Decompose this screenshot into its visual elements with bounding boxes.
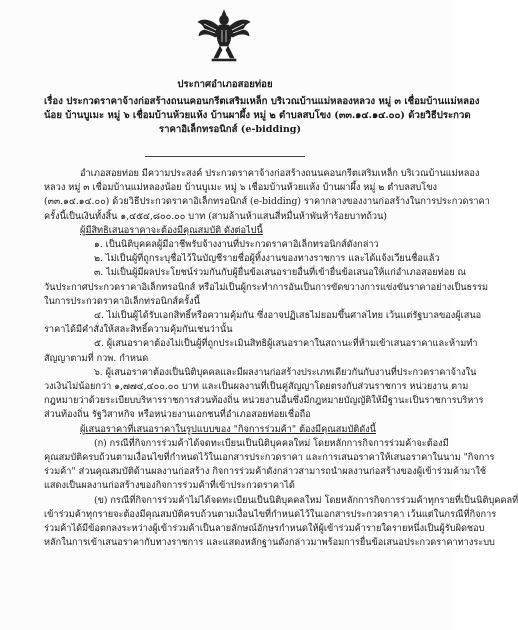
eligibility-item-cont: ส่วนท้องถิ่น รัฐวิสาหกิจ หรือหน่วยงานเอกชนที่อำเภอสอยท่อยเชื่อถือ bbox=[44, 409, 311, 421]
paragraph-line: (๓๓.๑๔.๑๔.๐๐) ด้วยวิธีประกวดราคาอิเล็กทรอนิกส์ (e-bidding) ราคากลางของงานก่อสร้างในการประกวดราคา bbox=[44, 196, 490, 208]
joint-venture-clause-cont: คุณสมบัติครบถ้วนตามเงื่อนไขที่กำหนดไว้ในเอกสารประกวดราคา และการเสนอราคาให้เสนอราคาในนาม "กิจการ bbox=[44, 452, 495, 464]
eligibility-item-cont: สัญญาตามที่ กวพ. กำหนด bbox=[44, 352, 149, 364]
joint-venture-clause: (ก) กรณีที่กิจการร่วมค้าได้จดทะเบียนเป็นนิติบุคคลใหม่ โดยหลักการกิจการร่วมค้าจะต้องมี bbox=[94, 437, 449, 449]
paragraph-line: ครั้งนี้เป็นเงินทั้งสิ้น ๑,๔๕๔,๘๐๐.๐๐ บาท (สามล้านห้าแสนสี่หมื่นห้าพันห้าร้อยบาทถ้วน) bbox=[44, 210, 387, 222]
subject-block bbox=[44, 95, 480, 137]
joint-venture-clause-cont: หลักในการเข้าเสนอราคากับทางราชการ และแสดงหลักฐานดังกล่าวมาพร้อมการยื่นข้อเสนอประกวดราคาทางระบบ bbox=[44, 537, 495, 549]
eligibility-item: ๒. ไม่เป็นผู้ที่ถูกระบุชื่อไว้ในบัญชีรายชื่อผู้ทิ้งงานของทางราชการ และได้แจ้งเวียนชื่อแล้ว bbox=[94, 253, 440, 265]
eligibility-item: ๔. ไม่เป็นผู้ได้รับเอกสิทธิ์หรือความคุ้มกัน ซึ่งอาจปฏิเสธไม่ยอมขึ้นศาลไทย เว้นแต่รัฐบาลของผู้เสนอ bbox=[94, 310, 482, 322]
eligibility-item: ๖. ผู้เสนอราคาต้องเป็นนิติบุคคลและมีผลงานก่อสร้างประเภทเดียวกันกับงานที่ประกวดราคาจ้างใน bbox=[94, 366, 477, 378]
joint-venture-heading: ผู้เสนอราคาที่เสนอราคาในรูปแบบของ "กิจการร่วมค้า" ต้องมีคุณสมบัติดังนี้ bbox=[80, 423, 376, 435]
eligibility-item-cont: วันประกาศประกวดราคาอิเล็กทรอนิกส์ หรือไม่เป็นผู้กระทำการอันเป็นการขัดขวางการแข่งขันราคาอย่างเป็นธรรม bbox=[44, 281, 489, 293]
eligibility-item: ๑. เป็นนิติบุคคลผู้มีอาชีพรับจ้างงานที่ประกวดราคาอิเล็กทรอนิกส์ดังกล่าว bbox=[94, 239, 379, 251]
garuda-emblem-icon bbox=[196, 6, 252, 64]
subject-line: น้อย บ้านบูเมะ หมู่ ๖ เชื่อมบ้านห้วยแห้ง บ้านผาผึ้ง หมู่ ๒ ตำบลสบโขง (๓๓.๑๔.๑๔.๐๐) ด้วยวิธีประกวด bbox=[44, 110, 471, 121]
divider bbox=[145, 156, 305, 157]
paragraph-line: อำเภอสอยท่อย มีความประสงค์ ประกวดราคาจ้างก่อสร้างถนนคอนกรีตเสริมเหล็ก บริเวณบ้านแม่หลอง bbox=[80, 168, 480, 179]
eligibility-item-cont: ราคาได้มีคำสั่งให้สละสิทธิ์ความคุ้มกันเช่นว่านั้น bbox=[44, 324, 233, 336]
document-body bbox=[44, 167, 518, 550]
joint-venture-clause-cont: ร่วมค้า" ส่วนคุณสมบัติด้านผลงานก่อสร้าง กิจการร่วมค้าดังกล่าวสามารถนำผลงานก่อสร้างของผู้เข้าร่วมค้ามาใช้ bbox=[44, 466, 487, 478]
joint-venture-clause-cont: ร่วมค้าได้มีข้อตกลงระหว่างผู้เข้าร่วมค้าเป็นลายลักษณ์อักษรกำหนดให้ผู้เข้าร่วมค้ารายใดรายหนึ่งเป็นผู้รับผิดชอบ bbox=[44, 523, 485, 535]
subject-line: ราคาอิเล็กทรอนิกส์ (e-bidding) bbox=[158, 124, 302, 135]
subject-line: เรื่อง ประกวดราคาจ้างก่อสร้างถนนคอนกรีตเสริมเหล็ก บริเวณบ้านแม่หลองหลวง หมู่ ๓ เชื่อมบ้านแม่หลอง bbox=[44, 96, 480, 107]
paragraph-line: หลวง หมู่ ๓ เชื่อมบ้านแม่หลองน้อย บ้านบูเมะ หมู่ ๖ เชื่อมบ้านห้วยแห้ง บ้านผาผึ้ง หมู่ ๒ ตำบลสบโขง bbox=[44, 182, 437, 194]
eligibility-item-cont: วงเงินไม่น้อยกว่า ๑,๗๗๔,๔๐๐.๐๐ บาท และเป็นผลงานที่เป็นคู่สัญญาโดยตรงกับส่วนราชการ หน่วยงาน ตาม bbox=[44, 381, 469, 393]
joint-venture-clause-cont: แสดงเป็นผลงานก่อสร้างของกิจการร่วมค้าที่เข้าประกวดราคาได้ bbox=[44, 480, 295, 492]
joint-venture-clause-cont: เข้าร่วมค้าทุกรายจะต้องมีคุณสมบัติครบถ้วนตามเงื่อนไขที่กำหนดไว้ในเอกสารประกวดราคา เว้นแต่ในกรณีที่กิจการ bbox=[44, 508, 497, 520]
eligibility-item: ๓. ไม่เป็นผู้มีผลประโยชน์ร่วมกันกับผู้ยื่นข้อเสนอรายอื่นที่เข้ายื่นข้อเสนอให้แก่อำเภอสอยท่อย ณ bbox=[94, 267, 467, 279]
joint-venture-clause: (ข) กรณีที่กิจการร่วมค้าไม่ได้จดทะเบียนเป็นนิติบุคคลใหม่ โดยหลักการกิจการร่วมค้าทุกรายที่เป็นนิติบุคคลที่ bbox=[94, 494, 518, 506]
eligibility-item-cont: ในการประกวดราคาอิเล็กทรอนิกส์ครั้งนี้ bbox=[44, 295, 200, 307]
eligibility-heading: ผู้มีสิทธิเสนอราคาจะต้องมีคุณสมบัติ ดังต่อไปนี้ bbox=[80, 224, 263, 236]
eligibility-item: ๕. ผู้เสนอราคาต้องไม่เป็นผู้ที่ถูกประเมินสิทธิผู้เสนอราคาในสถานะที่ห้ามเข้าเสนอราคาและห้ามทำ bbox=[94, 338, 478, 350]
eligibility-item-cont: กฎหมายว่าด้วยระเบียบบริหารราชการส่วนท้องถิ่น หน่วยงานอื่นซึ่งมีกฎหมายบัญญัติให้มีฐานะเป็นราชการบริหาร bbox=[44, 395, 484, 407]
document-title: ประกาศอำเภอสอยท่อย bbox=[177, 79, 273, 90]
